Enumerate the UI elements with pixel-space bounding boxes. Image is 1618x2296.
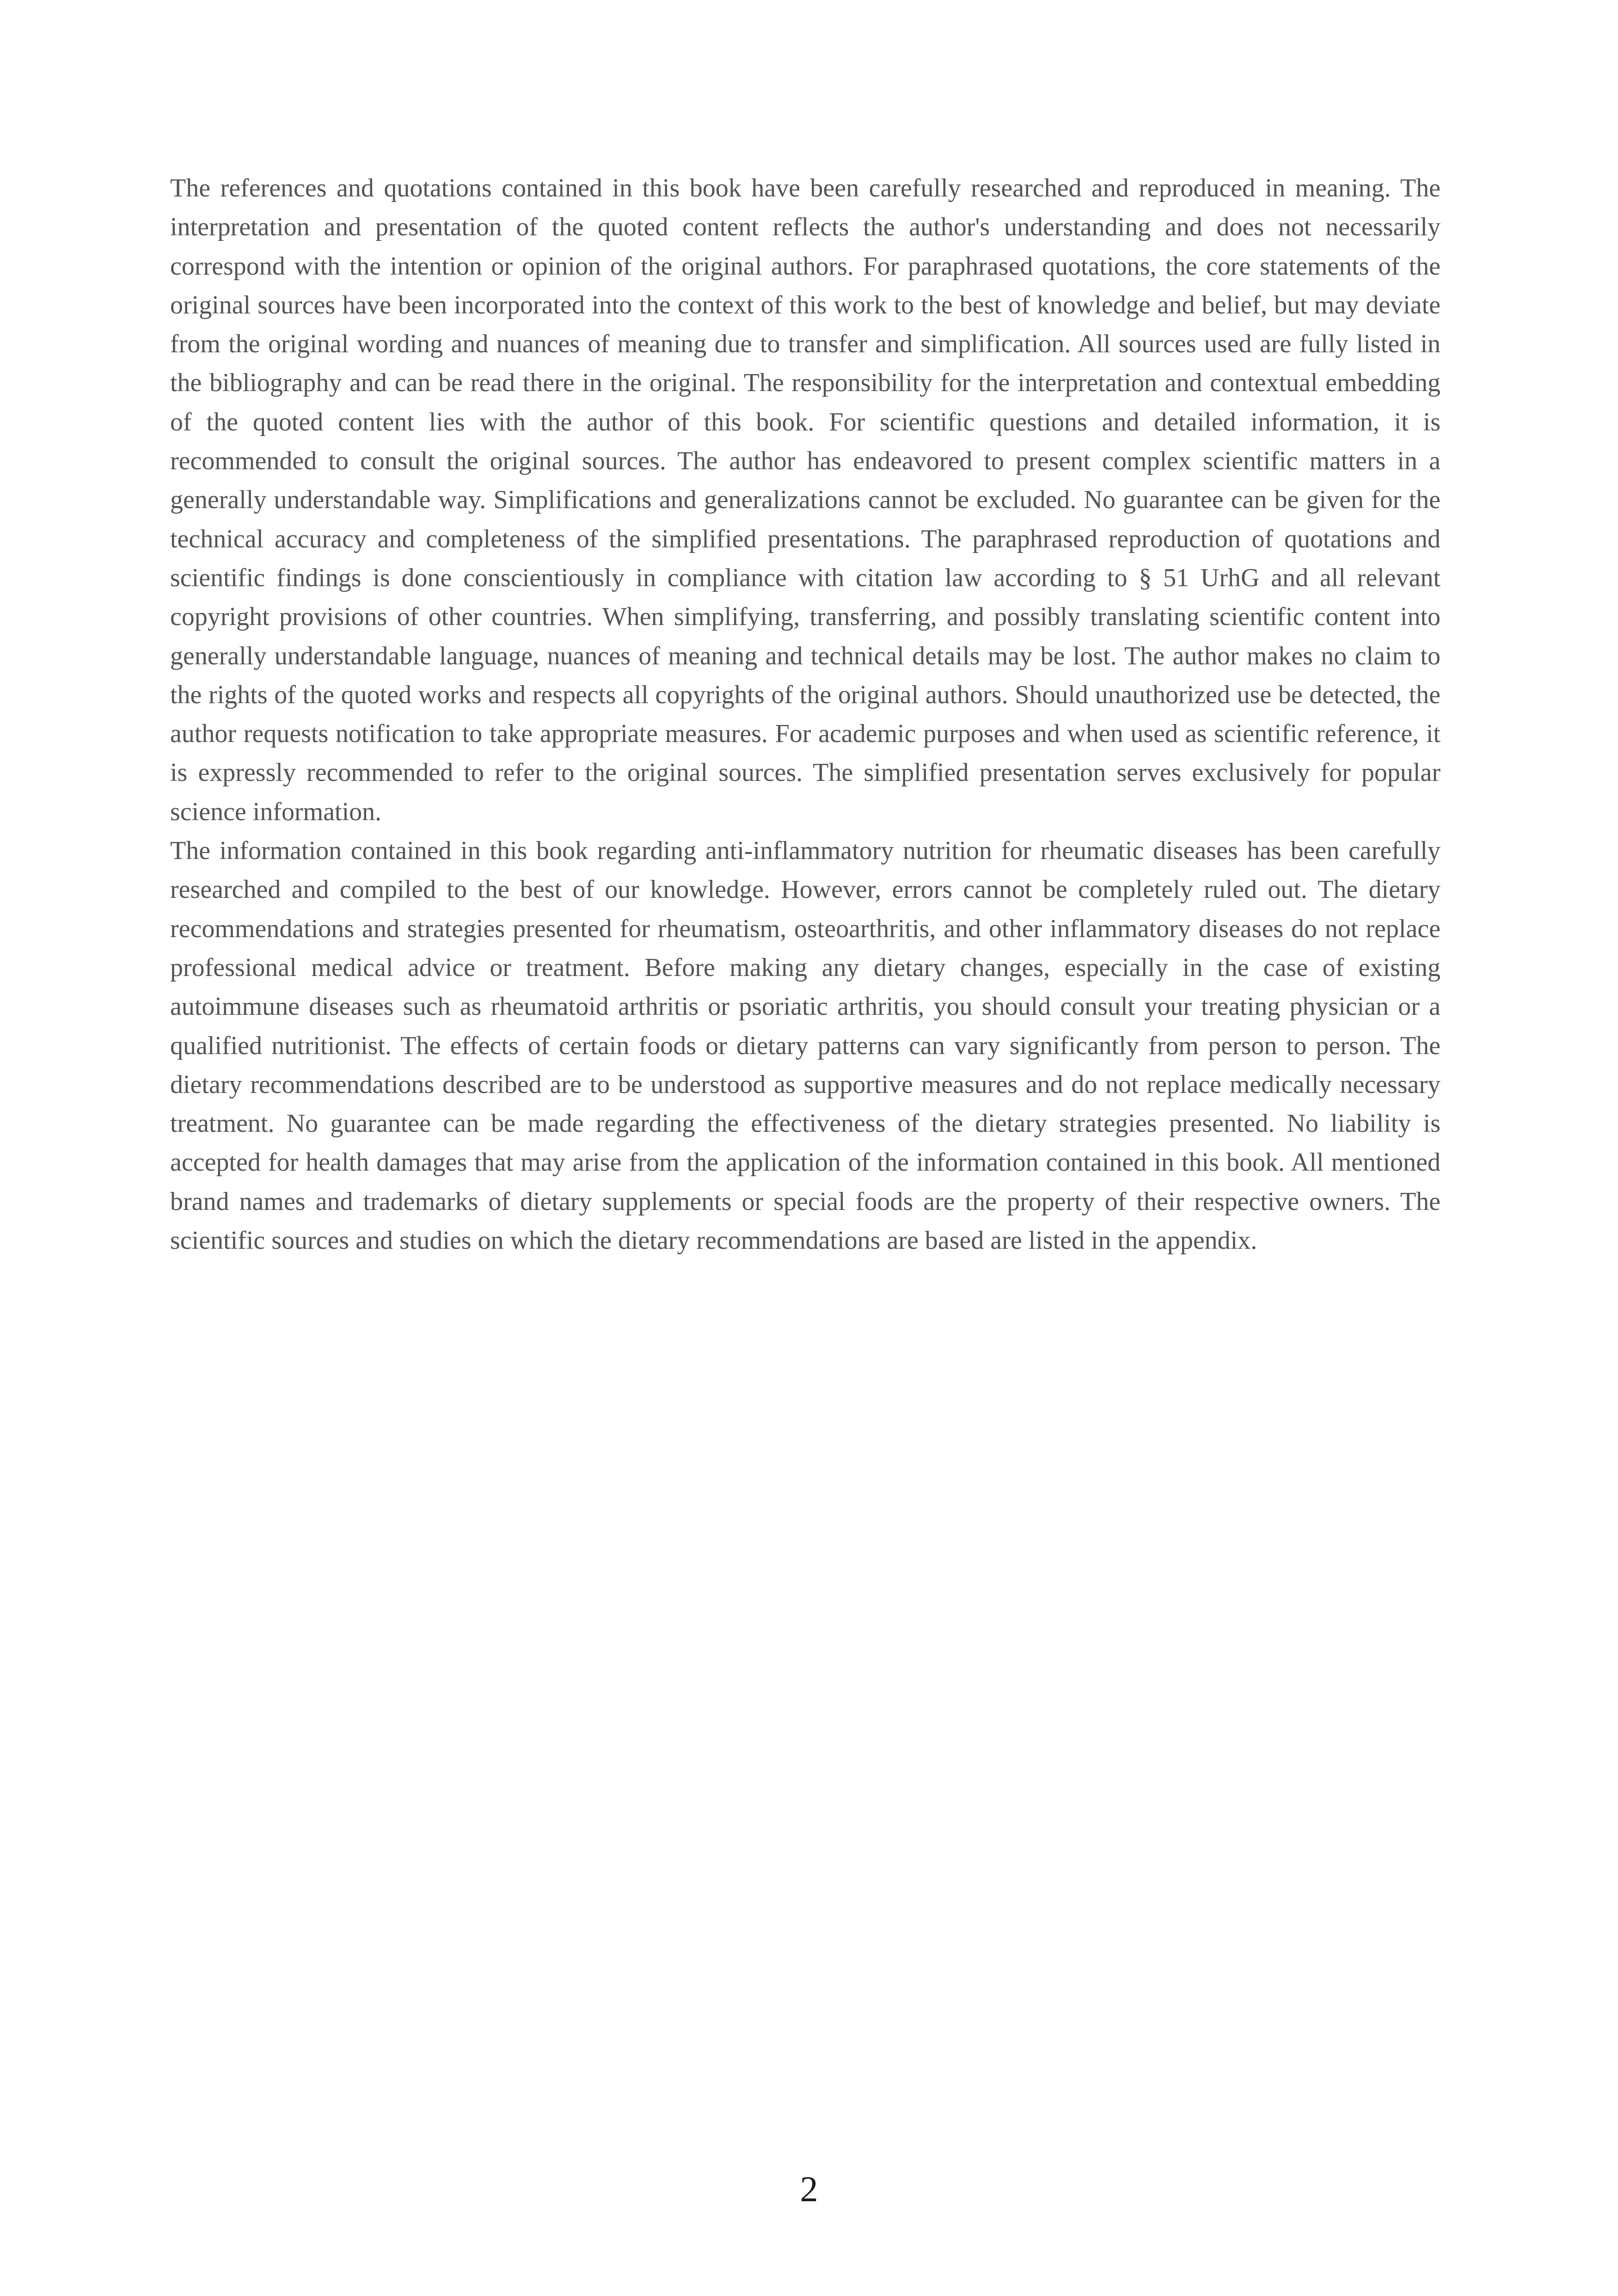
body-text xyxy=(170,169,1440,1260)
paragraph-medical-disclaimer: The information contained in this book regarding anti-inflammatory nutrition for rheumatic diseases has been carefully researched and compiled to the best of our knowledge. However, errors cannot be completely ruled out. The dietary recommendations and strategies presented for rheumatism, osteoarthritis, and other inflammatory diseases do not replace professional medical advice or treatment. Before making any dietary changes, especially in the case of existing autoimmune diseases such as rheumatoid arthritis or psoriatic arthritis, you should consult your treating physician or a qualified nutritionist. The effects of certain foods or dietary patterns can vary significantly from person to person. The dietary recommendations described are to be understood as supportive measures and do not replace medically necessary treatment. No guarantee can be made regarding the effectiveness of the dietary strategies presented. No liability is accepted for health damages that may arise from the application of the information contained in this book. All mentioned brand names and trademarks of dietary supplements or special foods are the property of their respective owners. The scientific sources and studies on which the dietary recommendations are based are listed in the appendix. xyxy=(170,836,1440,1255)
paragraph-citation-disclaimer: The references and quotations contained in this book have been carefully researched and reproduced in meaning. The interpretation and presentation of the quoted content reflects the author's understanding and does not necessarily correspond with the intention or opinion of the original authors. For paraphrased quotations, the core statements of the original sources have been incorporated into the context of this work to the best of knowledge and belief, but may deviate from the original wording and nuances of meaning due to transfer and simplification. All sources used are fully listed in the bibliography and can be read there in the original. The responsibility for the interpretation and contextual embedding of the quoted content lies with the author of this book. For scientific questions and detailed information, it is recommended to consult the original sources. The author has endeavored to present complex scientific matters in a generally understandable way. Simplifications and generalizations cannot be excluded. No guarantee can be given for the technical accuracy and completeness of the simplified presentations. The paraphrased reproduction of quotations and scientific findings is done conscientiously in compliance with citation law according to § 51 UrhG and all relevant copyright provisions of other countries. When simplifying, transferring, and possibly translating scientific content into generally understandable language, nuances of meaning and technical details may be lost. The author makes no claim to the rights of the quoted works and respects all copyrights of the original authors. Should unauthorized use be detected, the author requests notification to take appropriate measures. For academic purposes and when used as scientific reference, it is expressly recommended to refer to the original sources. The simplified presentation serves exclusively for popular science information. xyxy=(170,174,1440,826)
page-number: 2 xyxy=(800,2169,818,2209)
